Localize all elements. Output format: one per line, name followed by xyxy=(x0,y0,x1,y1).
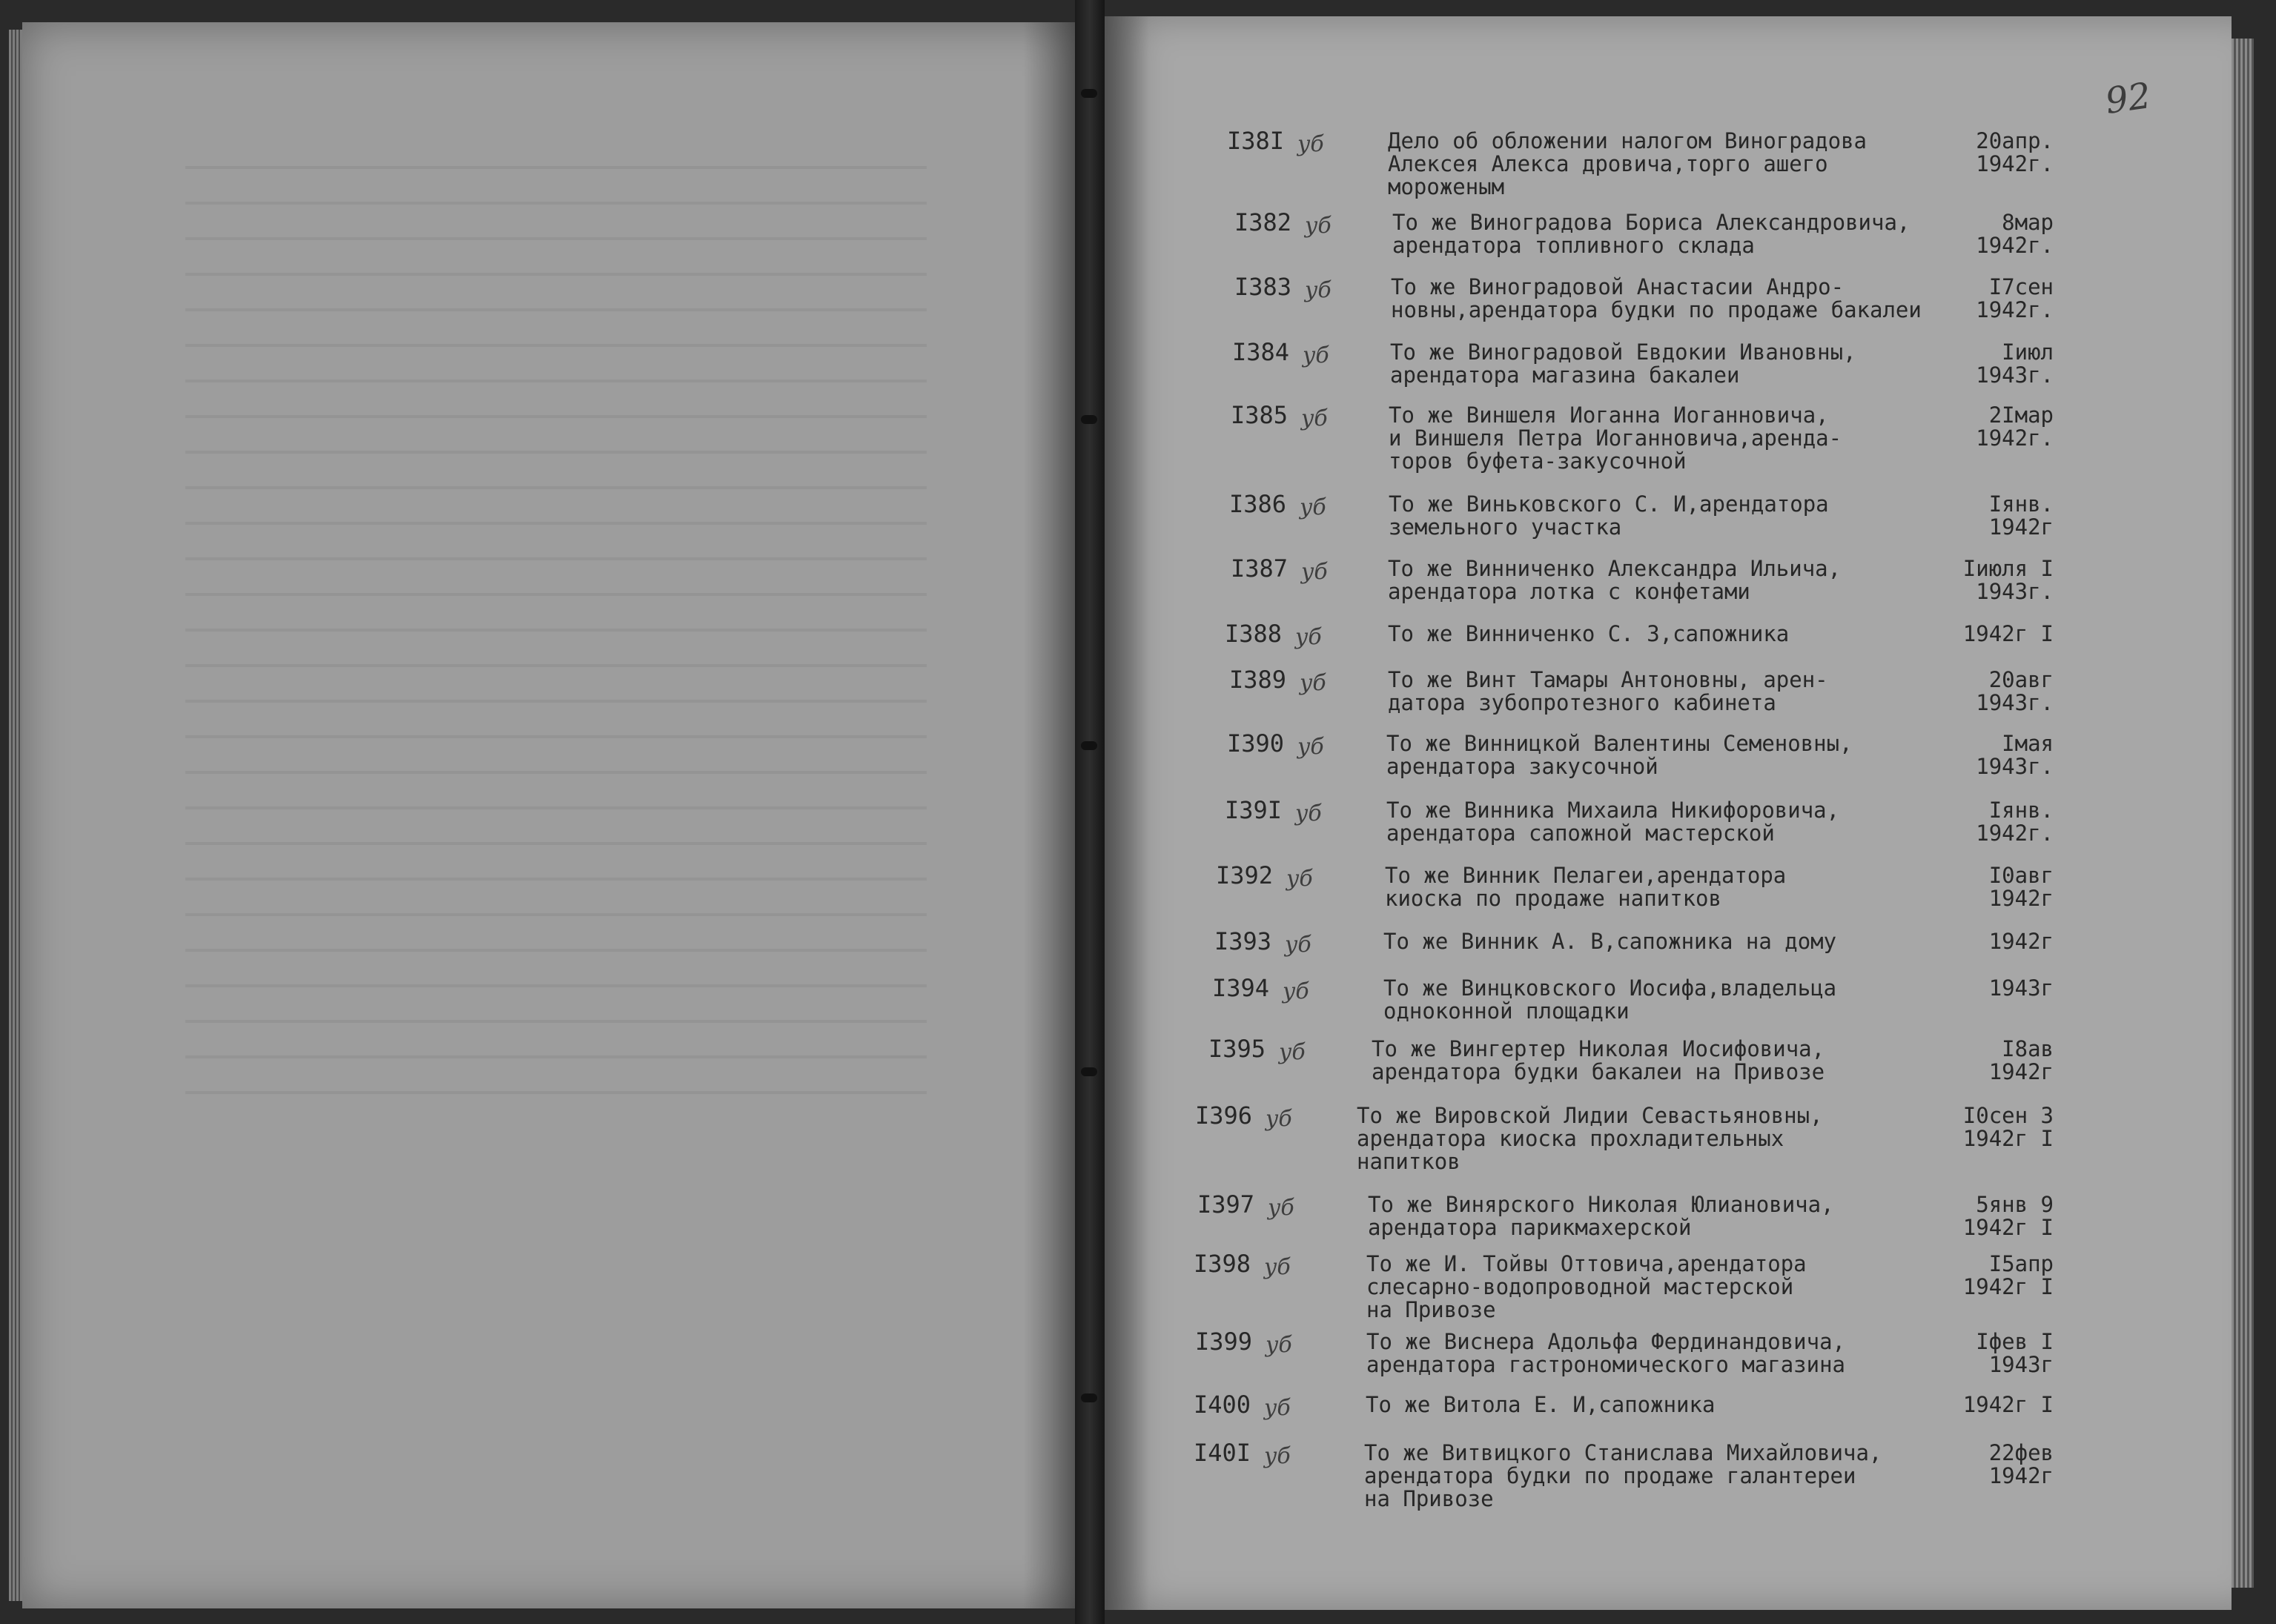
entry-description xyxy=(1383,977,1947,1023)
handwritten-mark: уб xyxy=(1303,342,1329,368)
date-line: 20апр. xyxy=(1976,128,2054,153)
description-line: То же Винярского Николая Юлиановича, xyxy=(1368,1192,1834,1217)
date-line: 1943г. xyxy=(1976,362,2054,388)
handwritten-mark: уб xyxy=(1268,1195,1294,1221)
entry-number: I390 xyxy=(1227,729,1285,758)
entry-date xyxy=(1957,276,2054,322)
handwritten-mark: уб xyxy=(1305,213,1331,239)
date-line: 8мар xyxy=(2002,210,2054,235)
handwritten-mark: уб xyxy=(1283,978,1309,1004)
entry-date xyxy=(1957,1393,2054,1416)
date-line: 1942г I xyxy=(1962,621,2054,646)
stitch-hole xyxy=(1081,741,1097,750)
date-line: 1942г. xyxy=(1976,151,2054,176)
handwritten-mark: уб xyxy=(1285,932,1311,958)
description-line: арендатора сапожной мастерской xyxy=(1386,821,1775,846)
entry-date xyxy=(1957,1330,2054,1376)
entry-number: I382 xyxy=(1234,208,1292,236)
date-line: 1942г xyxy=(1988,886,2054,911)
entry-number: I393 xyxy=(1214,927,1272,955)
date-line: Iфев I xyxy=(1976,1329,2054,1354)
entry-description xyxy=(1392,211,1956,257)
date-line: 1942г. xyxy=(1976,821,2054,846)
left-page-edges xyxy=(9,30,22,1601)
date-line: I0авг xyxy=(1988,863,2054,888)
entry-description xyxy=(1386,732,1950,778)
description-line: на Привозе xyxy=(1364,1486,1494,1511)
entry-description xyxy=(1383,930,1947,953)
description-line: То же Витвицкого Станислава Михайловича, xyxy=(1364,1440,1882,1465)
description-line: арендатора гастрономического магазина xyxy=(1366,1352,1846,1377)
handwritten-mark: уб xyxy=(1266,1106,1292,1132)
handwritten-mark: уб xyxy=(1300,670,1326,696)
entry-date xyxy=(1957,1193,2054,1239)
description-line: на Привозе xyxy=(1366,1297,1496,1322)
entry-date xyxy=(1957,404,2054,450)
handwritten-mark: уб xyxy=(1264,1395,1291,1421)
handwritten-mark: уб xyxy=(1286,866,1313,892)
entry-number: I386 xyxy=(1229,490,1287,518)
description-line: То же Виснера Адольфа Фердинандовича, xyxy=(1366,1329,1846,1354)
description-line: Алексея Алекса дровича,торго ашего xyxy=(1388,151,1828,176)
description-line: То же Витола Е. И,сапожника xyxy=(1366,1392,1716,1417)
entry-date xyxy=(1957,211,2054,257)
date-line: 1942г xyxy=(1988,929,2054,954)
description-line: То же Винницкой Валентины Семеновны, xyxy=(1386,731,1853,756)
stitch-hole xyxy=(1081,415,1097,424)
description-line: слесарно-водопроводной мастерской xyxy=(1366,1274,1794,1299)
date-line: 1943г xyxy=(1988,1352,2054,1377)
date-line: Iянв. xyxy=(1988,491,2054,517)
entry-number: I395 xyxy=(1208,1035,1266,1063)
folio-number: 92 xyxy=(2103,75,2154,122)
left-page-blank xyxy=(22,22,1075,1608)
handwritten-mark: уб xyxy=(1295,801,1322,826)
description-line: То же Виноградовой Анастасии Андро- xyxy=(1391,274,1845,299)
description-line: и Виншеля Петра Иоганновича,аренда- xyxy=(1389,425,1842,451)
entry-date xyxy=(1957,1253,2054,1299)
description-line: То же Винниченко С. З,сапожника xyxy=(1388,621,1790,646)
entry-description xyxy=(1366,1253,1930,1322)
entry-date xyxy=(1957,977,2054,1000)
date-line: I7сен xyxy=(1988,274,2054,299)
description-line: То же Виноградовой Евдокии Ивановны, xyxy=(1390,339,1856,365)
handwritten-mark: уб xyxy=(1305,277,1331,303)
date-line: Iиюля I xyxy=(1962,556,2054,581)
entry-description xyxy=(1366,1393,1929,1416)
handwritten-mark: уб xyxy=(1297,734,1324,760)
entry-number: I389 xyxy=(1229,666,1287,694)
entry-description xyxy=(1388,669,1951,715)
description-line: арендатора лотка с конфетами xyxy=(1388,579,1750,604)
entry-date xyxy=(1957,341,2054,387)
handwritten-mark: уб xyxy=(1264,1443,1291,1469)
entry-description xyxy=(1390,341,1954,387)
left-gutter-shadow xyxy=(1023,22,1075,1608)
description-line: арендатора будки бакалеи на Привозе xyxy=(1372,1059,1825,1084)
entry-description xyxy=(1391,276,1954,322)
entry-number: I40I xyxy=(1194,1439,1251,1467)
date-line: Iянв. xyxy=(1988,798,2054,823)
date-line: 1942г. xyxy=(1976,425,2054,451)
entry-date xyxy=(1957,864,2054,910)
description-line: То же Вингертер Николая Иосифовича, xyxy=(1372,1036,1825,1061)
entry-date xyxy=(1957,557,2054,603)
date-line: 1942г xyxy=(1988,514,2054,540)
description-line: То же И. Тойвы Оттовича,арендатора xyxy=(1366,1251,1807,1276)
entry-date xyxy=(1957,493,2054,539)
entry-description xyxy=(1372,1038,1935,1084)
entry-date xyxy=(1957,799,2054,845)
date-line: 2Iмар xyxy=(1988,402,2054,428)
date-line: 1942г I xyxy=(1962,1215,2054,1240)
date-line: 1942г I xyxy=(1962,1392,2054,1417)
handwritten-mark: уб xyxy=(1301,559,1328,585)
entry-date xyxy=(1957,1038,2054,1084)
description-line: арендатора магазина бакалеи xyxy=(1390,362,1740,388)
date-line: 1942г xyxy=(1988,1059,2054,1084)
handwritten-mark: уб xyxy=(1301,405,1328,431)
entry-description xyxy=(1364,1442,1928,1511)
date-line: 1943г. xyxy=(1976,754,2054,779)
entry-date xyxy=(1957,623,2054,646)
date-line: 1942г I xyxy=(1962,1126,2054,1151)
description-line: То же Виньковского С. И,арендатора xyxy=(1389,491,1829,517)
handwritten-mark: уб xyxy=(1266,1332,1292,1358)
description-line: арендатора киоска прохладительных xyxy=(1357,1126,1784,1151)
bleed-through-text xyxy=(185,133,927,1097)
description-line: мороженым xyxy=(1388,174,1505,199)
date-line: I8ав xyxy=(2002,1036,2054,1061)
description-line: напитков xyxy=(1357,1149,1460,1174)
description-line: То же Вировской Лидии Севастьяновны, xyxy=(1357,1103,1823,1128)
entry-number: I397 xyxy=(1197,1190,1255,1219)
handwritten-mark: уб xyxy=(1300,494,1326,520)
description-line: киоска по продаже напитков xyxy=(1385,886,1721,911)
entry-description xyxy=(1388,130,1951,199)
entry-number: I387 xyxy=(1231,554,1288,583)
description-line: То же Винника Михаила Никифоровича, xyxy=(1386,798,1840,823)
entry-number: I399 xyxy=(1195,1328,1253,1356)
date-line: 1943г xyxy=(1988,975,2054,1001)
date-line: 1943г. xyxy=(1976,579,2054,604)
date-line: 1942г. xyxy=(1976,233,2054,258)
handwritten-mark: уб xyxy=(1295,624,1322,650)
description-line: арендатора парикмахерской xyxy=(1368,1215,1692,1240)
description-line: земельного участка xyxy=(1389,514,1622,540)
entry-description xyxy=(1357,1104,1920,1173)
entry-number: I394 xyxy=(1212,974,1270,1002)
entry-description xyxy=(1389,493,1952,539)
entry-description xyxy=(1388,557,1951,603)
date-line: Iмая xyxy=(2002,731,2054,756)
stitch-hole xyxy=(1081,1067,1097,1076)
date-line: I5апр xyxy=(1988,1251,2054,1276)
date-line: 22фев xyxy=(1988,1440,2054,1465)
entry-description xyxy=(1389,404,1952,473)
description-line: датора зубопротезного кабинета xyxy=(1388,690,1776,715)
entry-number: I398 xyxy=(1194,1250,1251,1278)
right-page-edges xyxy=(2232,39,2254,1588)
entry-number: I392 xyxy=(1216,861,1274,889)
entry-description xyxy=(1366,1330,1930,1376)
handwritten-mark: уб xyxy=(1264,1254,1291,1280)
description-line: Дело об обложении налогом Виноградова xyxy=(1388,128,1868,153)
entry-number: I388 xyxy=(1225,620,1283,648)
description-line: То же Винт Тамары Антоновны, арен- xyxy=(1388,667,1828,692)
date-line: 1942г xyxy=(1988,1463,2054,1488)
description-line: торов буфета-закусочной xyxy=(1389,448,1687,474)
binding-stitches xyxy=(1075,0,1105,1624)
entry-number: I39I xyxy=(1225,796,1283,824)
entry-date xyxy=(1957,1442,2054,1488)
date-line: 1942г I xyxy=(1962,1274,2054,1299)
entry-date xyxy=(1957,130,2054,176)
description-line: арендатора закусочной xyxy=(1386,754,1658,779)
handwritten-mark: уб xyxy=(1297,131,1324,157)
entry-number: I384 xyxy=(1232,338,1290,366)
description-line: То же Винцковского Иосифа,владельца xyxy=(1383,975,1837,1001)
entry-number: I396 xyxy=(1195,1101,1253,1130)
right-gutter-shadow xyxy=(1105,16,1149,1610)
date-line: 1942г. xyxy=(1976,297,2054,322)
description-line: новны,арендатора будки по продаже бакалеи xyxy=(1391,297,1922,322)
description-line: То же Винник Пелагеи,арендатора xyxy=(1385,863,1787,888)
description-line: То же Винник А. В,сапожника на дому xyxy=(1383,929,1837,954)
date-line: 20авг xyxy=(1988,667,2054,692)
description-line: То же Виншеля Иоганна Иоганновича, xyxy=(1389,402,1829,428)
entry-date xyxy=(1957,732,2054,778)
entry-date xyxy=(1957,669,2054,715)
entry-description xyxy=(1385,864,1948,910)
date-line: I0сен 3 xyxy=(1962,1103,2054,1128)
entry-description xyxy=(1386,799,1950,845)
entry-number: I400 xyxy=(1194,1391,1251,1419)
handwritten-mark: уб xyxy=(1279,1039,1306,1065)
description-line: То же Винниченко Александра Ильича, xyxy=(1388,556,1842,581)
entry-description xyxy=(1388,623,1951,646)
date-line: 5янв 9 xyxy=(1976,1192,2054,1217)
entry-description xyxy=(1368,1193,1931,1239)
entry-number: I383 xyxy=(1234,273,1292,301)
date-line: Iиюл xyxy=(2002,339,2054,365)
description-line: арендатора топливного склада xyxy=(1392,233,1755,258)
date-line: 1943г. xyxy=(1976,690,2054,715)
entry-number: I385 xyxy=(1231,401,1288,429)
description-line: одноконной площадки xyxy=(1383,998,1630,1024)
entry-number: I38I xyxy=(1227,127,1285,155)
entry-date xyxy=(1957,930,2054,953)
entry-date xyxy=(1957,1104,2054,1150)
stitch-hole xyxy=(1081,89,1097,98)
stitch-hole xyxy=(1081,1393,1097,1402)
description-line: То же Виноградова Бориса Александровича, xyxy=(1392,210,1911,235)
description-line: арендатора будки по продаже галантереи xyxy=(1364,1463,1856,1488)
